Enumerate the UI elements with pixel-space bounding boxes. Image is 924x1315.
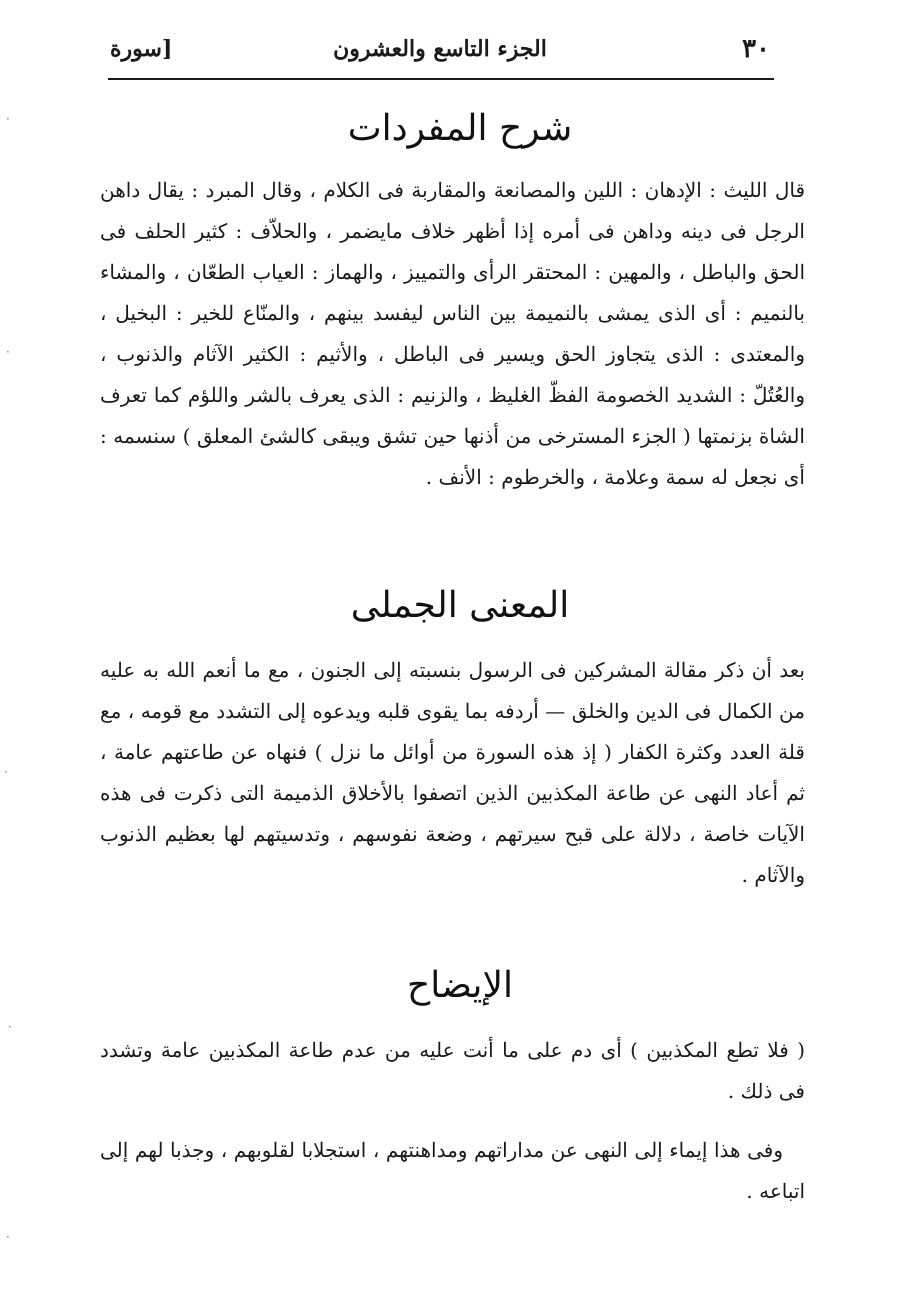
page-number: ٣٠: [742, 34, 770, 64]
explanation-heading: الإيضاح: [407, 965, 513, 1006]
header-rule: [108, 78, 774, 80]
part-title: الجزء التاسع والعشرون: [333, 36, 547, 62]
running-header: [110, 30, 770, 78]
margin-speck: ·: [6, 112, 10, 126]
explanation-paragraph-2: وفى هذا إيماء إلى النهى عن مداراتهم ومداهنتهم ، استجلابا لقلوبهم ، وجذبا لهم إلى اتباعه .: [100, 1138, 805, 1203]
vocabulary-heading: شرح المفردات: [347, 108, 573, 149]
margin-speck: ·: [6, 345, 10, 359]
surah-label: [سورة: [110, 36, 173, 62]
vocabulary-paragraph: قال الليث : الإدهان : اللين والمصانعة والمقاربة فى الكلام ، وقال المبرد : يقال داهن الرجل فى دينه وداهن فى أمره إذا أظهر خلاف مايضمر ، والحلاّف : كثير الحلف فى الحق والباطل ، والمهين : المحتقر الرأى والتمييز ، والهماز : العياب الطعّان ، والمشاء بالنميم : أى الذى يمشى بالنميمة بين الناس ليفسد بينهم ، والمنّاع للخير : البخيل ، والمعتدى : الذى يتجاوز الحق ويسير فى الباطل ، والأثيم : الكثير الآثام والذنوب ، والعُتُلّ : الشديد الخصومة الفظّ الغليظ ، والزنيم : الذى يعرف بالشر واللؤم كما تعرف الشاة بزنمتها ( الجزء المسترخى من أذنها حين تشق ويبقى كالشئ المعلق ) سنسمه : أى نجعل له سمة وعلامة ، والخرطوم : الأنف .: [100, 178, 805, 489]
general-meaning-heading: المعنى الجملى: [350, 585, 570, 626]
margin-speck: ·: [6, 1230, 10, 1244]
explanation-paragraph-1: ( فلا تطع المكذبين ) أى دم على ما أنت عليه من عدم طاعة المكذبين عامة وتشدد فى ذلك .: [100, 1038, 805, 1103]
general-meaning-paragraph: بعد أن ذكر مقالة المشركين فى الرسول بنسبته إلى الجنون ، مع ما أنعم الله به عليه من الكمال فى الدين والخلق — أردفه بما يقوى قلبه ويدعوه إلى التشدد مع قومه ، مع قلة العدد وكثرة الكفار ( إذ هذه السورة من أوائل ما نزل ) فنهاه عن طاعتهم عامة ، ثم أعاد النهى عن طاعة المكذبين الذين اتصفوا بالأخلاق الذميمة التى ذكرت فى هذه الآيات خاصة ، دلالة على قبح سيرتهم ، وضعة نفوسهم ، وتدسيتهم لها بعظيم الذنوب والآثام .: [100, 658, 805, 887]
margin-speck: ·: [8, 1020, 12, 1034]
margin-speck: ·: [4, 765, 8, 779]
